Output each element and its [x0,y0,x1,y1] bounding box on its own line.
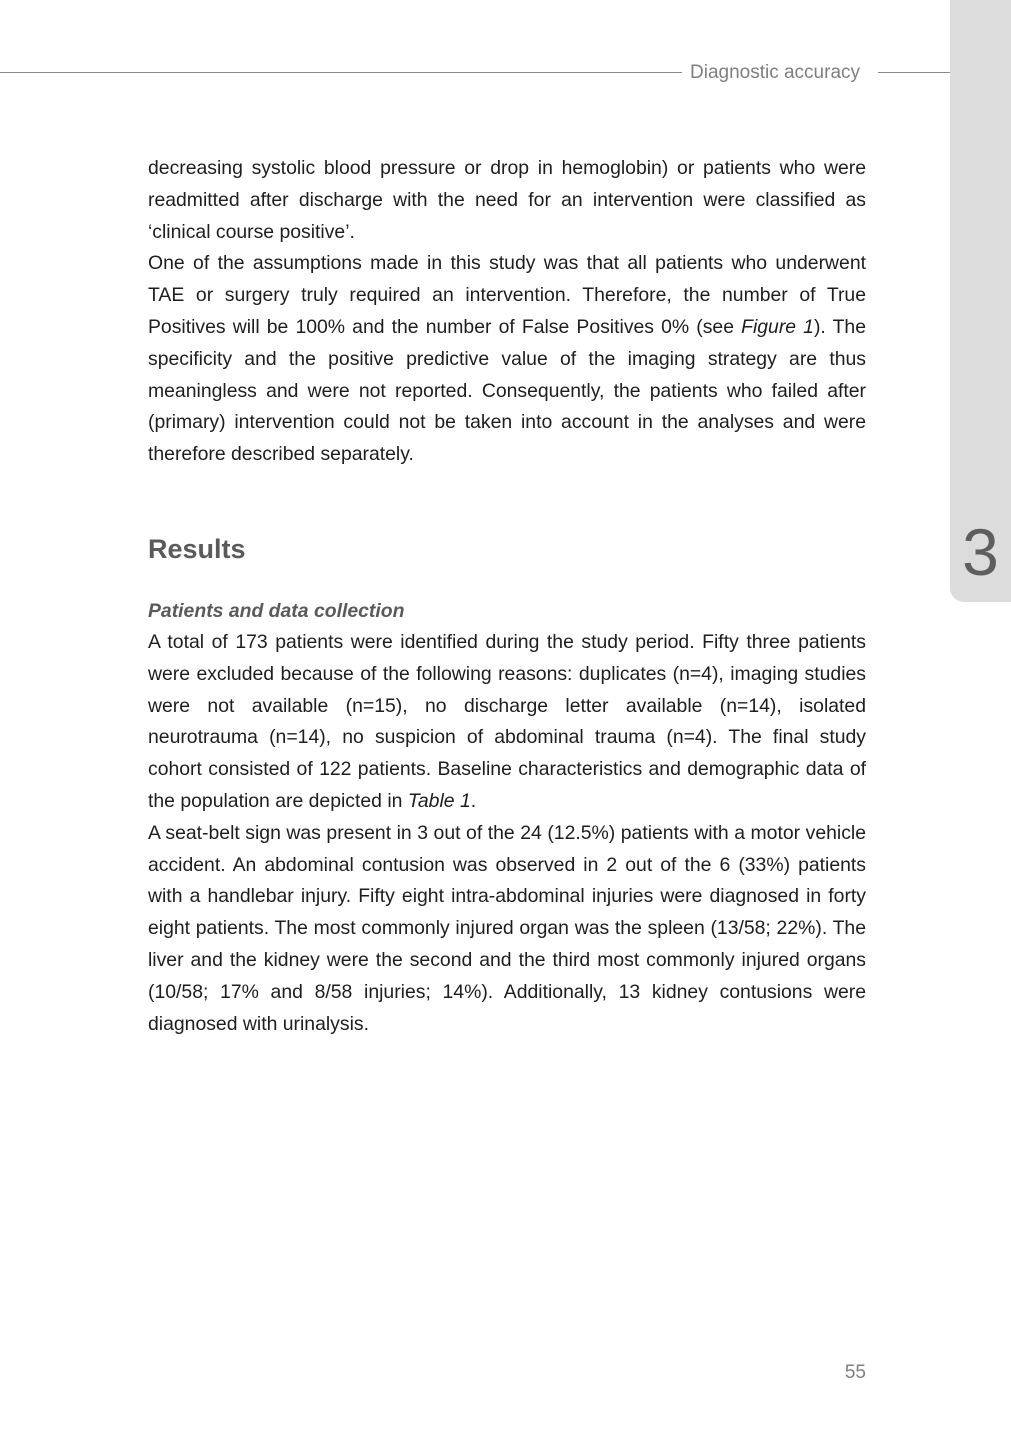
subsection-title-patients: Patients and data collection [148,599,405,622]
chapter-tab [950,0,1011,602]
paragraph-patients-text-2: . [470,789,477,812]
paragraph-injuries: A seat-belt sign was present in 3 out of the 24 (12.5%) patients with a motor vehicle accident. An abdominal contusion was observed in 2 out of the 6 (33%) patients with a handlebar injury. Fifty eight intra-abdominal injuries were diagnosed in forty eight patients. The most commonly injured organ was the spleen (13/58; 22%). The liver and the kidney were the second and the third most commonly injured organs (10/58; 17% and 8/58 injuries; 14%). Additionally, 13 kidney contusions were diagnosed with urinalysis. [148,821,866,1035]
running-header: Diagnostic accuracy [690,62,861,83]
header-rule-left [0,72,682,73]
paragraph-assumptions [148,248,866,471]
paragraph-continuation: decreasing systolic blood pressure or drop in hemoglobin) or patients who were readmitted after discharge with the need for an intervention were classified as ‘clinical course positive’. [148,157,866,243]
paragraph-assumptions-text-2: ). The specificity and the positive predictive value of the imaging strategy are thus meaningless and were not reported. Consequently, the patients who failed after (primary) intervention could not be taken into account in the analyses and were therefore described separately. [148,315,866,466]
page-content [148,153,866,1040]
section-title-results: Results [148,533,246,564]
paragraph-patients-text-1: A total of 173 patients were identified during the study period. Fifty three patients were excluded because of the following reasons: duplicates (n=4), imaging studies were not available (n=15), no discharge letter available (n=14), isolated neurotrauma (n=14), no suspicion of abdominal trauma (n=4). The final study cohort consisted of 122 patients. Baseline characteristics and demographic data of the population are depicted in [148,630,866,812]
page-number: 55 [844,1362,866,1383]
figure-1-reference: Figure 1 [741,315,814,338]
paragraph-assumptions-text-1: One of the assumptions made in this study was that all patients who underwent TAE or surgery truly required an intervention. Therefore, the number of True Positives will be 100% and the number of False Positives 0% (see [148,252,866,338]
header-rule-right [878,72,950,73]
table-1-reference: Table 1 [407,789,471,812]
paragraph-patients [148,627,866,818]
chapter-number: 3 [962,515,999,589]
